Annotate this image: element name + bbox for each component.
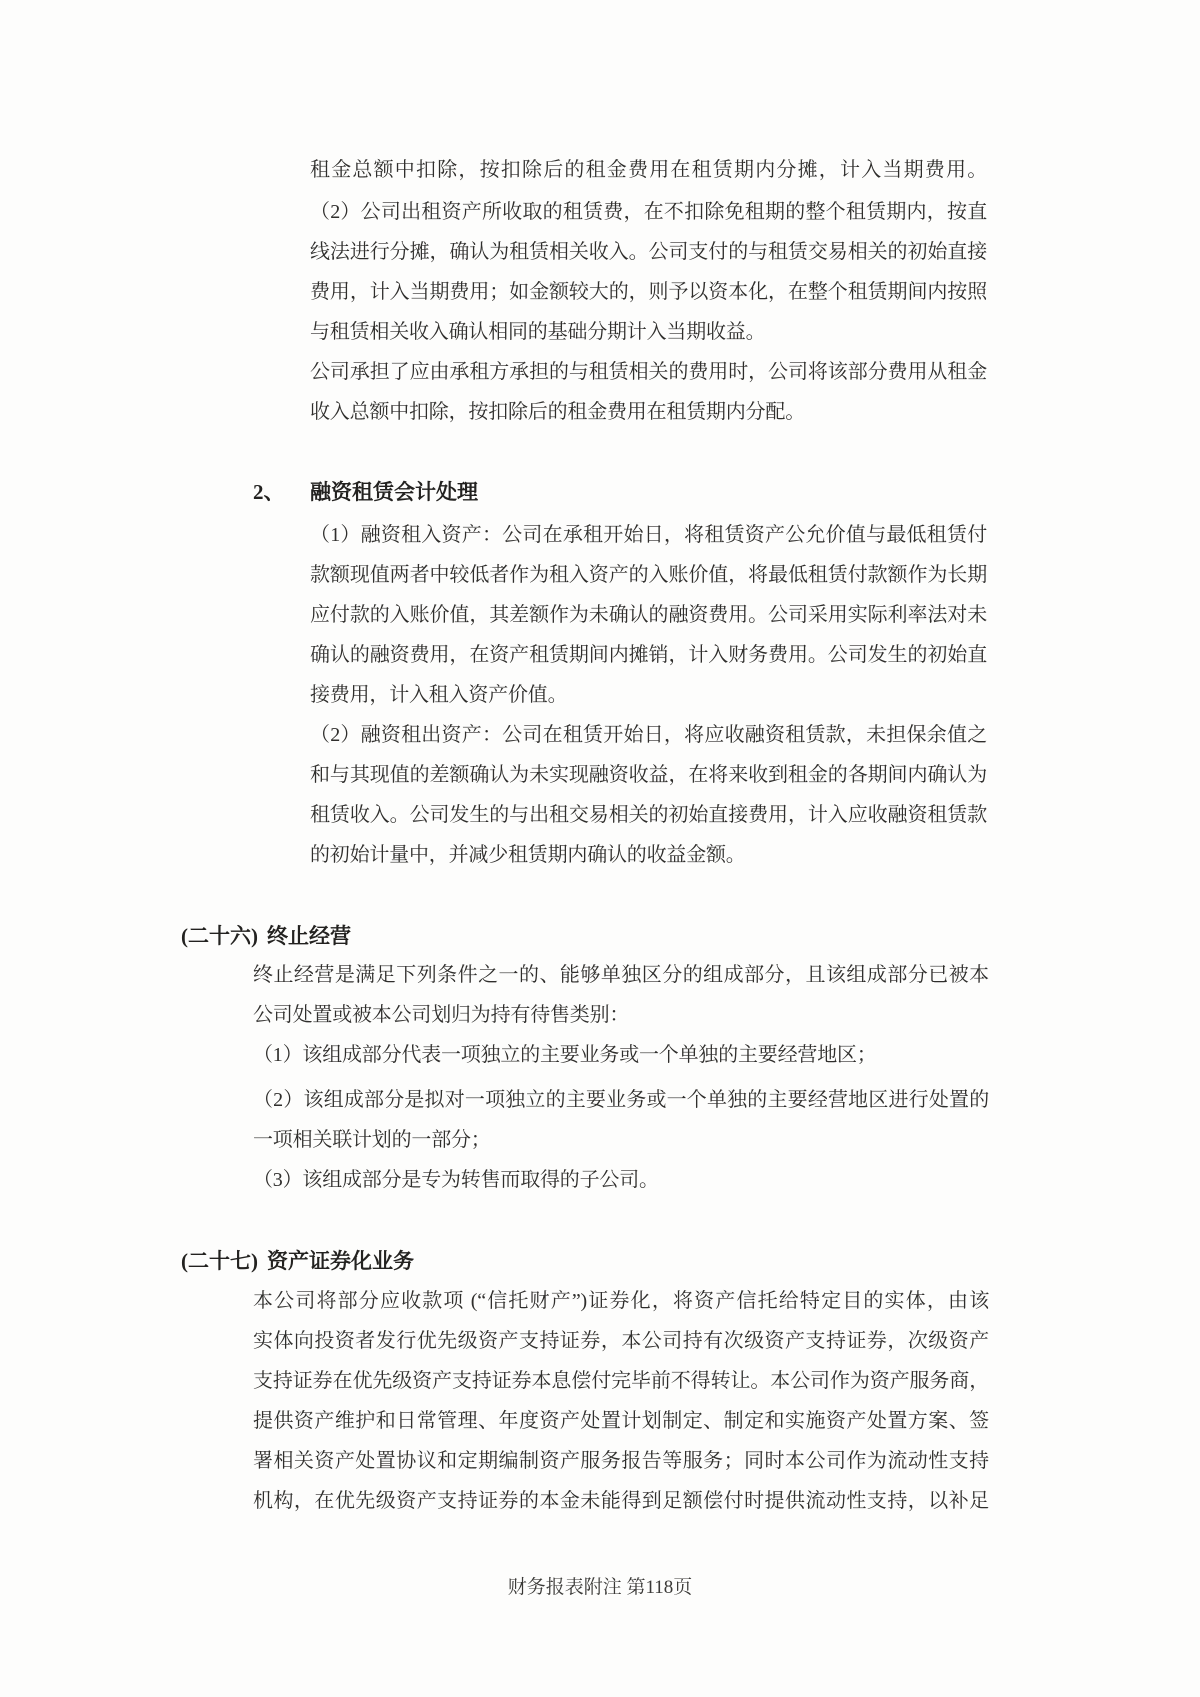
paragraph-operating-lease-continuation [310, 150, 987, 190]
text-line: （2）该组成部分是拟对一项独立的主要业务或一个单独的主要经营地区进行处置的 [253, 1089, 989, 1111]
section-title: 融资租赁会计处理 [310, 480, 478, 504]
text-line: （2）融资租出资产：公司在租赁开始日，将应收融资租赁款，未担保余值之 [310, 724, 987, 746]
text-line: （3）该组成部分是专为转售而取得的子公司。 [253, 1169, 659, 1191]
text-line: 实体向投资者发行优先级资产支持证券，本公司持有次级资产支持证券，次级资产 [253, 1330, 989, 1352]
text-line: 线法进行分摊，确认为租赁相关收入。公司支付的与租赁交易相关的初始直接 [310, 241, 987, 263]
text-line: 的初始计量中，并减少租赁期内确认的收益金额。 [310, 844, 746, 866]
text-line: （2）公司出租资产所收取的租赁费，在不扣除免租期的整个租赁期内，按直 [310, 201, 987, 223]
text-line: 一项相关联计划的一部分； [253, 1129, 491, 1151]
text-line: 租赁收入。公司发生的与出租交易相关的初始直接费用，计入应收融资租赁款 [310, 804, 987, 826]
page-footer: 财务报表附注 第118页 [507, 1577, 693, 1598]
paragraph-discontinued-item-3 [253, 1160, 989, 1200]
paragraph-lessor-borne-fees [310, 352, 987, 432]
text-line: 公司承担了应由承租方承担的与租赁相关的费用时，公司将该部分费用从租金 [310, 361, 987, 383]
paragraph-discontinued-intro [253, 955, 989, 1035]
text-line: 应付款的入账价值，其差额作为未确认的融资费用。公司采用实际利率法对未 [310, 604, 987, 626]
text-line: （1）该组成部分代表一项独立的主要业务或一个单独的主要经营地区； [253, 1044, 877, 1066]
text-line: 机构，在优先级资产支持证券的本金未能得到足额偿付时提供流动性支持，以补足 [253, 1490, 989, 1512]
text-line: 接费用，计入租入资产价值。 [310, 684, 568, 706]
paragraph-securitization-body [253, 1281, 989, 1521]
section-heading-discontinued-operations [181, 916, 351, 956]
section-number: (二十七) [181, 1249, 258, 1273]
paragraph-finance-lease-out [310, 715, 987, 875]
section-heading-securitization [181, 1241, 414, 1281]
text-line: 费用，计入当期费用；如金额较大的，则予以资本化，在整个租赁期间内按照 [310, 281, 987, 303]
text-line: 署相关资产处置协议和定期编制资产服务报告等服务；同时本公司作为流动性支持 [253, 1450, 989, 1472]
section-title: 终止经营 [267, 924, 351, 948]
text-line: 支持证券在优先级资产支持证券本息偿付完毕前不得转让。本公司作为资产服务商， [253, 1370, 989, 1392]
paragraph-operating-lease-lessor [310, 192, 987, 352]
text-line: 终止经营是满足下列条件之一的、能够单独区分的组成部分，且该组成部分已被本 [253, 964, 989, 986]
text-line: 和与其现值的差额确认为未实现融资收益，在将来收到租金的各期间内确认为 [310, 764, 987, 786]
section-title: 资产证券化业务 [267, 1249, 414, 1273]
paragraph-finance-lease-in [310, 515, 987, 715]
text-line: 公司处置或被本公司划归为持有待售类别： [253, 1004, 630, 1026]
text-line: 款额现值两者中较低者作为租入资产的入账价值，将最低租赁付款额作为长期 [310, 564, 987, 586]
text-line: 确认的融资费用，在资产租赁期间内摊销，计入财务费用。公司发生的初始直 [310, 644, 987, 666]
text-line: 与租赁相关收入确认相同的基础分期计入当期收益。 [310, 321, 766, 343]
section-heading-finance-lease [253, 472, 478, 512]
text-line: 本公司将部分应收款项 (“信托财产”)证券化，将资产信托给特定目的实体，由该 [253, 1290, 989, 1312]
text-line: 租金总额中扣除，按扣除后的租金费用在租赁期内分摊，计入当期费用。 [310, 159, 987, 181]
text-line: 提供资产维护和日常管理、年度资产处置计划制定、制定和实施资产处置方案、签 [253, 1410, 989, 1432]
section-number: 2、 [253, 480, 285, 504]
text-line: （1）融资租入资产：公司在承租开始日，将租赁资产公允价值与最低租赁付 [310, 524, 987, 546]
text-line: 收入总额中扣除，按扣除后的租金费用在租赁期内分配。 [310, 401, 805, 423]
section-number: (二十六) [181, 924, 258, 948]
paragraph-discontinued-item-2 [253, 1080, 989, 1160]
paragraph-discontinued-item-1 [253, 1035, 989, 1075]
